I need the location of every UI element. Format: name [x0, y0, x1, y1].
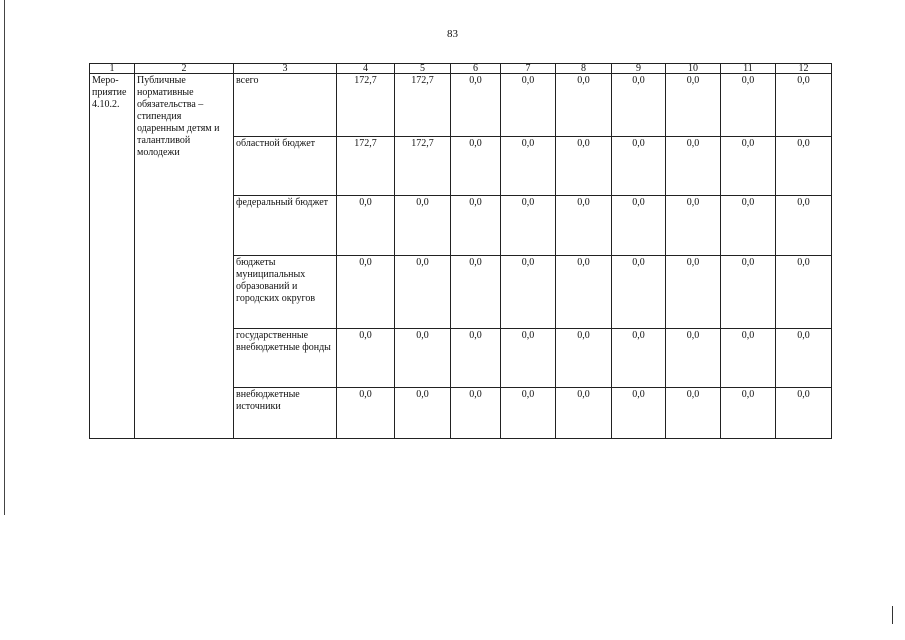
- table-cell: 0,0: [721, 388, 776, 439]
- funding-source: федеральный бюджет: [234, 196, 337, 256]
- table-cell: 0,0: [721, 74, 776, 137]
- table-cell: 0,0: [556, 74, 612, 137]
- page-number: 83: [447, 28, 458, 40]
- funding-source: областной бюджет: [234, 137, 337, 196]
- table-cell: 0,0: [501, 388, 556, 439]
- table-cell: 0,0: [395, 388, 451, 439]
- table-cell: 0,0: [776, 388, 832, 439]
- funding-source: государственные внебюджетные фонды: [234, 329, 337, 388]
- column-header: 8: [556, 64, 612, 74]
- table-cell: 0,0: [776, 256, 832, 329]
- table-cell: 0,0: [776, 329, 832, 388]
- table-cell: 0,0: [612, 74, 666, 137]
- table-cell: 0,0: [395, 256, 451, 329]
- table-cell: 0,0: [721, 196, 776, 256]
- table-cell: 0,0: [776, 137, 832, 196]
- column-header: 3: [234, 64, 337, 74]
- table-cell: 0,0: [666, 74, 721, 137]
- table-cell: 0,0: [556, 137, 612, 196]
- table-cell: 0,0: [776, 74, 832, 137]
- table-cell: 0,0: [501, 329, 556, 388]
- column-header: 10: [666, 64, 721, 74]
- table-cell: 0,0: [451, 329, 501, 388]
- table-cell: 0,0: [451, 137, 501, 196]
- table-cell: 0,0: [501, 256, 556, 329]
- table-cell: 0,0: [721, 256, 776, 329]
- table-cell: 0,0: [556, 388, 612, 439]
- column-header: 12: [776, 64, 832, 74]
- column-header: 11: [721, 64, 776, 74]
- table-cell: 0,0: [451, 388, 501, 439]
- table-cell: 0,0: [612, 137, 666, 196]
- table-cell: 0,0: [666, 256, 721, 329]
- column-number-row: [90, 64, 832, 74]
- table-cell: 0,0: [395, 329, 451, 388]
- table-cell: 0,0: [721, 329, 776, 388]
- table-cell: 0,0: [666, 329, 721, 388]
- table-cell: 0,0: [451, 196, 501, 256]
- column-header: 1: [90, 64, 135, 74]
- table-cell: 0,0: [337, 388, 395, 439]
- table-cell: 0,0: [501, 137, 556, 196]
- table-cell: 0,0: [395, 196, 451, 256]
- table-cell: 172,7: [337, 74, 395, 137]
- table-cell: 0,0: [501, 196, 556, 256]
- column-header: 2: [135, 64, 234, 74]
- table-cell: 0,0: [451, 74, 501, 137]
- table-cell: 0,0: [721, 137, 776, 196]
- event-name: Публичные нормативные обязательства – стипендия одаренным детям и талантливой молодежи: [135, 74, 234, 439]
- table-cell: 0,0: [556, 196, 612, 256]
- table-cell: 0,0: [776, 196, 832, 256]
- table-cell: 0,0: [612, 196, 666, 256]
- table-cell: 0,0: [612, 329, 666, 388]
- table-cell: 0,0: [337, 329, 395, 388]
- table-cell: 0,0: [612, 256, 666, 329]
- left-margin-rule: [4, 0, 5, 515]
- table-cell: 0,0: [556, 329, 612, 388]
- table-cell: 172,7: [395, 137, 451, 196]
- table-cell: 0,0: [451, 256, 501, 329]
- table-row: [90, 74, 832, 137]
- column-header: 6: [451, 64, 501, 74]
- table-cell: 0,0: [666, 388, 721, 439]
- table-cell: 0,0: [612, 388, 666, 439]
- funding-source: всего: [234, 74, 337, 137]
- event-code: Меро-приятие 4.10.2.: [90, 74, 135, 439]
- column-header: 4: [337, 64, 395, 74]
- funding-source: бюджеты муниципальных образований и городских округов: [234, 256, 337, 329]
- table-cell: 0,0: [666, 196, 721, 256]
- column-header: 7: [501, 64, 556, 74]
- funding-source: внебюджетные источники: [234, 388, 337, 439]
- funding-table: [89, 63, 832, 439]
- table-cell: 172,7: [395, 74, 451, 137]
- table-cell: 172,7: [337, 137, 395, 196]
- margin-mark: [892, 606, 893, 624]
- table-cell: 0,0: [501, 74, 556, 137]
- table-cell: 0,0: [337, 196, 395, 256]
- table-cell: 0,0: [337, 256, 395, 329]
- column-header: 9: [612, 64, 666, 74]
- table-cell: 0,0: [556, 256, 612, 329]
- table-cell: 0,0: [666, 137, 721, 196]
- column-header: 5: [395, 64, 451, 74]
